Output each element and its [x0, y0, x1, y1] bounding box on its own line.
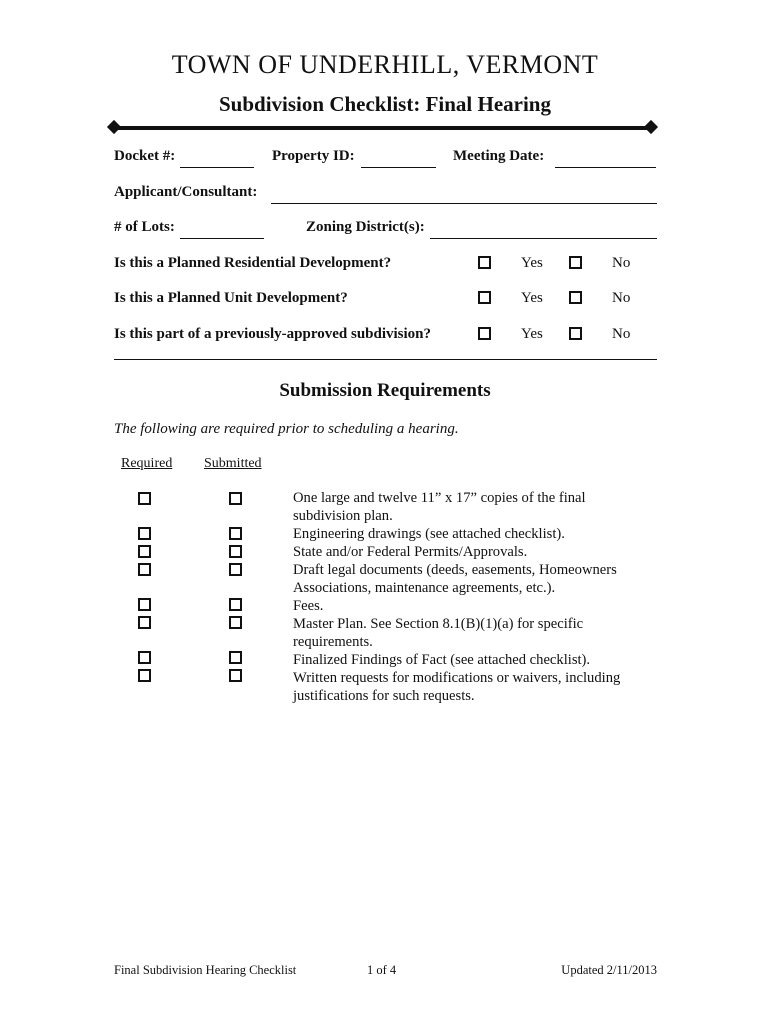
submitted-checkbox-master-plan[interactable]	[229, 616, 242, 629]
required-checkbox-permits[interactable]	[138, 545, 151, 558]
property-id-field[interactable]	[361, 167, 436, 168]
submitted-checkbox-legal[interactable]	[229, 563, 242, 576]
submitted-checkbox-permits[interactable]	[229, 545, 242, 558]
requirement-item: State and/or Federal Permits/Approvals.	[293, 544, 528, 560]
prior-yes-label: Yes	[521, 326, 543, 342]
required-checkbox-legal[interactable]	[138, 563, 151, 576]
submitted-checkbox-findings[interactable]	[229, 651, 242, 664]
lots-field[interactable]	[180, 238, 264, 239]
question-prior-subdivision: Is this part of a previously-approved subdivision?	[114, 326, 432, 342]
required-checkbox-plan[interactable]	[138, 492, 151, 505]
lots-label: # of Lots:	[114, 219, 175, 235]
section-intro: The following are required prior to scheduling a hearing.	[114, 421, 459, 437]
footer-document-name: Final Subdivision Hearing Checklist	[114, 963, 297, 977]
requirement-item: Engineering drawings (see attached checklist).	[293, 526, 565, 542]
applicant-label: Applicant/Consultant:	[114, 184, 258, 200]
question-pud: Is this a Planned Unit Development?	[114, 290, 348, 306]
prior-yes-checkbox[interactable]	[478, 327, 491, 340]
docket-field[interactable]	[180, 167, 254, 168]
requirement-item: Finalized Findings of Fact (see attached checklist).	[293, 652, 591, 668]
requirement-item: Draft legal documents (deeds, easements, Homeowners Associations, maintenance agreements, etc.).	[293, 562, 617, 596]
required-checkbox-waivers[interactable]	[138, 669, 151, 682]
pud-no-checkbox[interactable]	[569, 291, 582, 304]
docket-label: Docket #:	[114, 148, 176, 164]
submitted-checkbox-waivers[interactable]	[229, 669, 242, 682]
meeting-date-field[interactable]	[555, 167, 656, 168]
requirements-list	[293, 489, 653, 705]
requirement-item: Written requests for modifications or waivers, including justifications for such requests.	[293, 670, 621, 704]
required-checkbox-master-plan[interactable]	[138, 616, 151, 629]
requirement-item: Master Plan. See Section 8.1(B)(1)(a) for specific requirements.	[293, 616, 584, 650]
pud-no-label: No	[612, 290, 631, 306]
requirement-item: One large and twelve 11” x 17” copies of the final subdivision plan.	[293, 490, 586, 524]
property-id-label: Property ID:	[272, 148, 355, 164]
submitted-checkbox-fees[interactable]	[229, 598, 242, 611]
prior-no-label: No	[612, 326, 631, 342]
question-prd: Is this a Planned Residential Development?	[114, 255, 392, 271]
meeting-date-label: Meeting Date:	[453, 148, 545, 164]
section-divider	[114, 359, 657, 360]
submitted-checkbox-engineering[interactable]	[229, 527, 242, 540]
title-rule	[114, 126, 651, 130]
prd-no-label: No	[612, 255, 631, 271]
column-required-header: Required	[121, 456, 173, 471]
zoning-label: Zoning District(s):	[306, 219, 425, 235]
town-heading: TOWN OF UNDERHILL, VERMONT	[171, 50, 599, 79]
requirement-item: Fees.	[293, 598, 324, 614]
section-title: Submission Requirements	[279, 380, 491, 401]
footer-updated-date: Updated 2/11/2013	[561, 963, 657, 977]
prd-no-checkbox[interactable]	[569, 256, 582, 269]
applicant-field[interactable]	[271, 203, 657, 204]
submitted-checkbox-plan[interactable]	[229, 492, 242, 505]
required-checkbox-engineering[interactable]	[138, 527, 151, 540]
required-checkbox-findings[interactable]	[138, 651, 151, 664]
prd-yes-label: Yes	[521, 255, 543, 271]
zoning-field[interactable]	[430, 238, 657, 239]
rule-diamond-right	[644, 120, 658, 134]
prior-no-checkbox[interactable]	[569, 327, 582, 340]
page-title: Subdivision Checklist: Final Hearing	[219, 92, 551, 116]
pud-yes-checkbox[interactable]	[478, 291, 491, 304]
column-submitted-header: Submitted	[204, 456, 262, 471]
footer-page-number: 1 of 4	[367, 963, 397, 977]
pud-yes-label: Yes	[521, 290, 543, 306]
required-checkbox-fees[interactable]	[138, 598, 151, 611]
prd-yes-checkbox[interactable]	[478, 256, 491, 269]
